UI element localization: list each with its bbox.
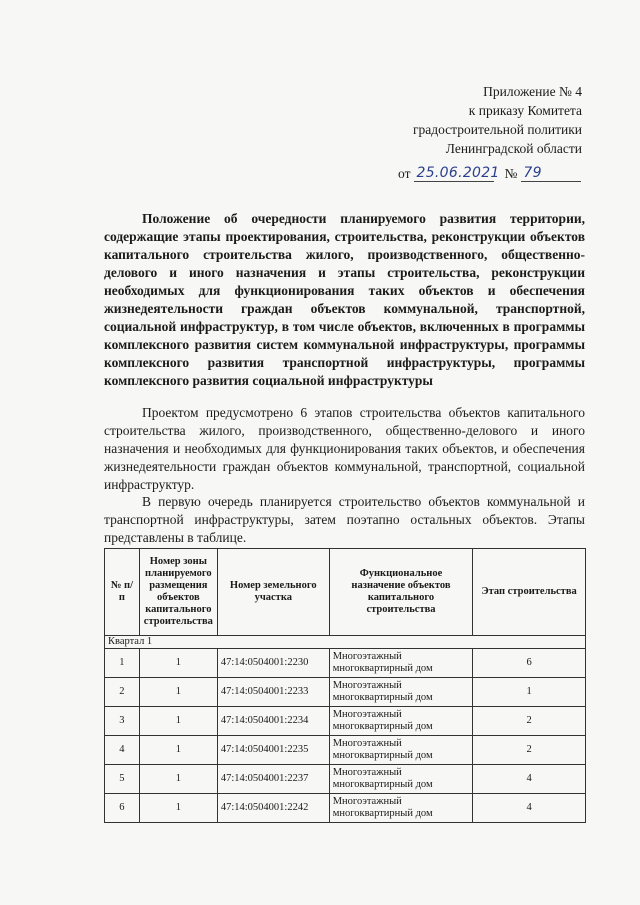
- row-purpose: Многоэтажный многоквартирный дом: [329, 736, 473, 765]
- row-purpose: Многоэтажный многоквартирный дом: [329, 678, 473, 707]
- table-row: [105, 707, 586, 736]
- row-number: 5: [105, 765, 140, 794]
- appendix-header: [413, 82, 582, 158]
- row-parcel: 47:14:0504001:2234: [217, 707, 329, 736]
- row-parcel: 47:14:0504001:2233: [217, 678, 329, 707]
- row-number: 3: [105, 707, 140, 736]
- stages-table: [104, 548, 586, 823]
- col-stage-header: Этап строительства: [473, 549, 586, 636]
- row-stage: 4: [473, 765, 586, 794]
- col-purpose-header: Функциональное назначение объектов капитального строительства: [329, 549, 473, 636]
- row-purpose: Многоэтажный многоквартирный дом: [329, 707, 473, 736]
- row-stage: 4: [473, 794, 586, 823]
- row-number: 2: [105, 678, 140, 707]
- appendix-line: к приказу Комитета: [468, 103, 582, 118]
- row-parcel: 47:14:0504001:2242: [217, 794, 329, 823]
- table-header-row: [105, 549, 586, 636]
- paragraph-priority: В первую очередь планируется строительство объектов коммунальной и транспортной инфраструктуры, затем поэтапно остальных объектов. Этапы представлены в таблице.: [104, 494, 585, 545]
- col-number-header: № п/п: [105, 549, 140, 636]
- row-purpose: Многоэтажный многоквартирный дом: [329, 649, 473, 678]
- col-parcel-header: Номер земельного участка: [217, 549, 329, 636]
- row-number: 4: [105, 736, 140, 765]
- row-parcel: 47:14:0504001:2230: [217, 649, 329, 678]
- row-number: 6: [105, 794, 140, 823]
- row-stage: 2: [473, 707, 586, 736]
- table-row: [105, 765, 586, 794]
- row-purpose: Многоэтажный многоквартирный дом: [329, 765, 473, 794]
- row-zone: 1: [139, 678, 217, 707]
- order-number: 79: [521, 165, 581, 182]
- appendix-line: градостроительной политики: [412, 122, 582, 137]
- table-row: [105, 678, 586, 707]
- order-prefix: от: [398, 166, 411, 181]
- row-zone: 1: [139, 736, 217, 765]
- col-zone-header: Номер зоны планируемого размещения объектов капитального строительства: [139, 549, 217, 636]
- number-prefix: №: [504, 166, 518, 181]
- appendix-line: Приложение № 4: [483, 84, 582, 99]
- order-date: 25.06.2021: [416, 165, 500, 181]
- table-row: [105, 794, 586, 823]
- paragraph-stages: Проектом предусмотрено 6 этапов строительства объектов капитального строительства жилого, производственного, общественно-делового и иного назначения и необходимых для функционирования таких объектов, и обеспечения жизнедеятельности граждан объектов коммунальной, транспортной, социальной инфраструктур.: [104, 405, 585, 492]
- row-zone: 1: [139, 765, 217, 794]
- order-date-line: [398, 165, 584, 182]
- table-row: [105, 649, 586, 678]
- table-row: [105, 736, 586, 765]
- row-stage: 2: [473, 736, 586, 765]
- group-row: [105, 636, 586, 649]
- row-number: 1: [105, 649, 140, 678]
- row-parcel: 47:14:0504001:2235: [217, 736, 329, 765]
- row-purpose: Многоэтажный многоквартирный дом: [329, 794, 473, 823]
- row-zone: 1: [139, 794, 217, 823]
- row-parcel: 47:14:0504001:2237: [217, 765, 329, 794]
- row-zone: 1: [139, 649, 217, 678]
- row-stage: 1: [473, 678, 586, 707]
- appendix-line: Ленинградской области: [445, 141, 582, 156]
- row-stage: 6: [473, 649, 586, 678]
- row-zone: 1: [139, 707, 217, 736]
- document-heading: Положение об очередности планируемого развития территории, содержащие этапы проектирования, строительства, реконструкции объектов капитального строительства жилого, производственного, общественно-делового и иного назначения и этапы строительства, реконструкции необходимых для функционирования таких объектов и обеспечения жизнедеятельности граждан объектов коммунальной, транспортной, социальной инфраструктур, в том числе объектов, включенных в программы комплексного развития систем коммунальной инфраструктуры, программы комплексного развития транспортной инфраструктуры, программы комплексного развития социальной инфраструктуры: [104, 211, 585, 388]
- group-label: Квартал 1: [105, 636, 586, 649]
